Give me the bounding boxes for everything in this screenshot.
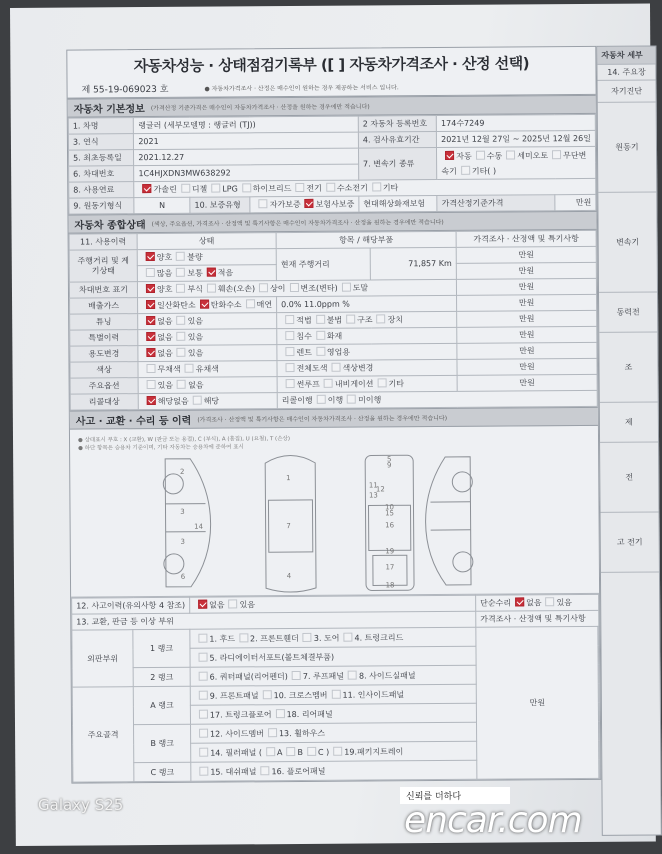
checkbox[interactable]: [199, 709, 208, 718]
checkbox-label: 있음: [187, 316, 204, 326]
car-side-outline: [165, 459, 211, 587]
checkbox-label: 무단변속기: [441, 150, 587, 176]
checkbox[interactable]: [181, 184, 190, 193]
part-number-label: 6: [180, 572, 186, 581]
checkbox[interactable]: [199, 671, 208, 680]
part-number-label: 1: [286, 474, 291, 483]
checkbox-label: 전체도색: [296, 363, 328, 374]
part-number-label: 3: [180, 537, 185, 546]
part-label: C ): [317, 747, 330, 757]
part-label: A: [276, 747, 283, 757]
device-watermark: Galaxy S25: [38, 796, 124, 814]
side-item: 고 전기: [601, 512, 659, 572]
part-number-label: 12: [375, 485, 385, 494]
part-label: 4. 트렁크리드: [354, 632, 404, 643]
table-cell: 주요옵션: [70, 378, 138, 394]
part-number-label: 13: [368, 491, 378, 500]
checkbox[interactable]: [199, 766, 208, 775]
slogan-watermark: 신뢰를 더하다: [400, 787, 510, 804]
checkbox[interactable]: [242, 183, 251, 192]
checkbox-label: 많음: [156, 268, 173, 278]
table-cell: [138, 329, 277, 346]
checkbox[interactable]: [146, 364, 155, 373]
accident-table: 12. 사고이력(유의사항 4 참조) 없음 있음 단순수리 없음 있음 13. 교환, 판금 등 이상 부위 가격조사 · 산정액 및 특기사항 외판부위 1 랭크 1. 후드 2. 프론트휀더 3. 도어 4. 트렁크리드 만원 5. 라디에이터서포트(볼트체결부품) 2 랭크 6. 쿼터패널(리어펜더) 7. 루프패널 8. 사이드실패널 주요골격 A 랭크 9. 프론트패널 10. 크로스멤버 11. 인사이드패널 17. 트렁크플로어 18. 리어패널 B 랭크 12. 사이드멤버 13. 휠하우스 14. 필러패널 ( A B C ) 19.패키지트레이 C 랭크 15. 대쉬패널 16. 플로어패널: [71, 594, 600, 783]
checkbox[interactable]: [331, 689, 340, 698]
checkbox[interactable]: [347, 395, 356, 404]
form-title: 자동차성능 · 상태점검기록부 ([ ] 자동차가격조사 · 산정 선택): [133, 53, 530, 75]
checkbox-label: 있음: [187, 332, 204, 342]
table-cell: [138, 361, 277, 378]
part-label: 14. 필러패널 (: [210, 747, 263, 758]
checkbox-label: 렌트: [296, 347, 312, 358]
table-cell: 차대번호 표기: [69, 282, 137, 298]
checkbox-label: 수동: [486, 151, 503, 161]
table-cell: 만원: [456, 246, 596, 263]
wheel-icon: [453, 552, 473, 572]
checkbox-label: 기타( ): [471, 166, 497, 176]
table-cell: C 랭크: [134, 762, 191, 781]
checkbox[interactable]: [143, 184, 152, 193]
checkbox-label: 일산화탄소: [157, 300, 196, 310]
part-label: 9. 프론트패널: [209, 690, 259, 701]
part-label: 8. 사이드실패널: [358, 670, 416, 681]
checkbox[interactable]: [377, 378, 386, 387]
checkbox[interactable]: [285, 331, 294, 340]
checkbox[interactable]: [146, 348, 155, 357]
checkbox[interactable]: [476, 150, 485, 159]
table-cell: [190, 665, 476, 686]
checkbox-label: 수소전기: [336, 183, 368, 193]
checkbox[interactable]: [211, 184, 220, 193]
checkbox-label: 있음: [239, 600, 256, 610]
checkbox-label: 하이브리드: [252, 184, 292, 194]
inspection-paper: [10, 4, 656, 846]
table-cell: 리콜대상: [70, 394, 138, 410]
table-cell: [138, 377, 277, 394]
checkbox[interactable]: [198, 600, 207, 609]
part-label: 5. 라디에이터서포트(볼트체결부품): [209, 652, 335, 663]
side-item: 변속기: [598, 192, 657, 292]
part-number-label: 7: [286, 522, 291, 531]
checkbox-label: 없음: [188, 380, 204, 390]
part-number-label: 10: [385, 503, 394, 512]
checkbox-label: 썬루프: [296, 379, 320, 390]
table-cell: [137, 265, 276, 282]
basic-info-header: 자동차 기본정보 (가격산정 기준가격은 매수인이 자동차가격조사 · 산정을 원하는 경우에만 적습니다): [68, 95, 596, 118]
checkbox[interactable]: [198, 633, 207, 642]
checkbox[interactable]: [326, 183, 335, 192]
checkbox-label: 도말: [352, 283, 369, 293]
side-item: 자기진단: [598, 80, 656, 102]
part-label: 19.패키지트레이: [344, 746, 404, 757]
checkbox-label: 양호: [156, 284, 173, 294]
checkbox[interactable]: [200, 300, 209, 309]
table-cell: [191, 741, 477, 762]
overall-status-table: 11. 사용이력 상태 항목 / 해당부품 가격조사 · 산정액 및 특기사항 주행거리 및 계기상태 양호 불량 현재 주행거리 71,857 Km 만원 많음 보통 적음 만원 차대번호 표기 양호 부식 훼손(오손) 상이 변조(변타) 도말 만원 배출가스 일산화탄소 탄화수소 매연 0.0% 11.0ppm % 만원 튜닝 없음 있음 적법 불법 구조 장치 만원 특별이력 없음 있음 침수 화재 만원 용도변경 없음 있음 렌트 영업용 만원 색상 무채색 유채색 전체도색 색상변경 만원 주요옵션 있음 없음 썬루프 내비게이션 기타 만원 리콜대상 해당없음 해당 리콜이행 이행 미이행: [69, 230, 598, 411]
table-cell: [137, 249, 276, 266]
checkbox[interactable]: [316, 315, 325, 324]
table-cell: 배출가스: [70, 298, 138, 314]
part-label: 10. 크로스멤버: [273, 690, 328, 700]
checkbox[interactable]: [333, 746, 342, 755]
table-cell: 용도변경: [70, 346, 138, 362]
checkbox[interactable]: [266, 747, 275, 756]
part-label: 16. 플로어패널: [271, 766, 326, 776]
checkbox-label: 내비게이션: [334, 379, 374, 389]
checkbox[interactable]: [176, 252, 185, 261]
checkbox[interactable]: [146, 252, 155, 261]
side-item: 조: [599, 332, 657, 402]
part-number-label: 16: [385, 521, 395, 530]
checkbox-label: LPG: [222, 184, 238, 194]
checkbox-label: 보험사보증: [315, 199, 355, 209]
side-item: 제: [600, 402, 658, 442]
checkbox[interactable]: [146, 316, 155, 325]
checkbox-label: 적법: [296, 315, 312, 326]
brand-watermark: encar.com: [404, 800, 582, 841]
checkbox[interactable]: [445, 150, 454, 159]
table-cell: 만원: [476, 626, 599, 779]
side-item: 전: [600, 442, 658, 512]
checkbox[interactable]: [285, 315, 294, 324]
car-damage-diagram: ● 상태표시 부호 : X (교환), W (판금 또는 용접), C (부식), A (흠집), U (요철), T (손상) ● 하단 항목은 승용차 기준이며, 기타 자동차는 승용차에 준하여 표시 2 3 3 14 6 1 7 4 5 9 11 12 13 10 15 16 19 17 18: [70, 426, 599, 598]
part-number-label: 2: [179, 467, 185, 476]
table-cell: A 랭크: [133, 686, 190, 724]
table-cell: 만원: [457, 342, 597, 359]
table-cell: [190, 722, 476, 743]
table-cell: 만원: [457, 310, 597, 327]
part-number-label: 9: [386, 461, 392, 470]
checkbox[interactable]: [199, 690, 208, 699]
table-cell: 만원: [456, 278, 596, 295]
checkbox[interactable]: [199, 747, 208, 756]
checkbox[interactable]: [515, 597, 524, 606]
table-cell: 만원: [456, 262, 596, 279]
checkbox-label: 가솔린: [153, 184, 177, 195]
checkbox[interactable]: [292, 670, 301, 679]
checkbox[interactable]: [260, 766, 269, 775]
part-label: B: [297, 747, 304, 757]
table-cell: 특별이력: [70, 330, 138, 346]
wheel-icon: [452, 472, 472, 492]
part-number-label: 15: [385, 509, 395, 518]
checkbox-label: 화재: [326, 331, 343, 341]
rank-row: [72, 626, 599, 649]
part-label: 12. 사이드멤버: [210, 728, 264, 739]
checkbox[interactable]: [303, 632, 312, 641]
checkbox[interactable]: [342, 283, 351, 292]
checkbox[interactable]: [316, 331, 325, 340]
checkbox[interactable]: [286, 747, 295, 756]
checkbox[interactable]: [276, 709, 285, 718]
checkbox-label: 기타: [388, 379, 404, 389]
checkbox-label: 매연: [256, 300, 273, 310]
table-cell: 현재 주행거리: [276, 248, 371, 281]
checkbox-label: 장치: [387, 315, 404, 325]
checkbox-label: 세미오토: [517, 150, 549, 160]
table-cell: 외판부위: [72, 630, 134, 687]
checkbox-label: 없음: [209, 600, 225, 610]
checkbox-label: 자동: [456, 151, 472, 161]
table-cell: [277, 375, 457, 392]
checkbox[interactable]: [239, 633, 248, 642]
checkbox[interactable]: [177, 316, 186, 325]
checkbox[interactable]: [229, 599, 238, 608]
checkbox-label: 구조: [357, 315, 373, 325]
part-label: 17. 트렁크플로어: [209, 709, 272, 720]
checkbox[interactable]: [324, 379, 333, 388]
table-cell: [190, 684, 476, 705]
checkbox[interactable]: [198, 652, 207, 661]
checkbox[interactable]: [348, 670, 357, 679]
checkbox-label: 없음: [157, 332, 173, 342]
checkbox[interactable]: [346, 315, 355, 324]
part-number-label: 3: [180, 507, 185, 516]
checkbox-label: 기타: [382, 183, 399, 193]
table-cell: [138, 313, 277, 330]
checkbox[interactable]: [147, 396, 156, 405]
checkbox[interactable]: [176, 284, 185, 293]
inspection-form: [66, 46, 601, 784]
checkbox[interactable]: [146, 332, 155, 341]
table-cell: 71,857 Km: [371, 247, 457, 280]
checkbox[interactable]: [506, 150, 515, 159]
checkbox-label: 부식: [187, 284, 203, 294]
part-label: 15. 대쉬패널: [210, 766, 257, 777]
checkbox[interactable]: [295, 183, 304, 192]
checkbox-label: 전기: [306, 183, 322, 193]
checkbox-label: 훼손(오손): [217, 284, 256, 294]
table-cell: 1 랭크: [133, 629, 190, 667]
table-cell: 주행거리 및 계기상태: [69, 250, 137, 282]
part-label: 11. 인사이드패널: [342, 689, 405, 700]
car-side-outline: [425, 457, 471, 585]
part-label: 13. 휠하우스: [278, 728, 326, 738]
checkbox[interactable]: [546, 597, 555, 606]
checkbox-label: 미이행: [358, 395, 382, 405]
checkbox[interactable]: [176, 268, 185, 277]
checkbox[interactable]: [285, 347, 294, 356]
checkbox[interactable]: [286, 363, 295, 372]
table-cell: [277, 311, 457, 328]
wheel-icon: [163, 474, 183, 494]
checkbox[interactable]: [263, 690, 272, 699]
checkbox[interactable]: [146, 284, 155, 293]
part-label: 6. 쿼터패널(리어펜더): [209, 671, 288, 682]
simple-repair-label: 단순수리: [480, 598, 512, 608]
checkbox-label: 없음: [157, 316, 173, 326]
part-label: 3. 도어: [313, 633, 340, 643]
table-cell: [190, 703, 476, 724]
checkbox-label: 유채색: [195, 364, 219, 374]
checkbox-label: 있음: [187, 348, 204, 358]
overall-status-header: 자동차 종합상태 (색상, 주요옵션, 가격조사 · 산정액 및 특기사항은 매수인이 자동차가격조사 · 산정을 원하는 경우에만 적습니다): [68, 211, 596, 234]
checkbox[interactable]: [331, 363, 340, 372]
checkbox[interactable]: [147, 380, 156, 389]
checkbox-label: 있음: [157, 380, 174, 390]
table-cell: [138, 345, 277, 362]
checkbox[interactable]: [461, 165, 470, 174]
table-cell: 만원: [457, 358, 597, 375]
side-item: 동력전: [599, 292, 657, 332]
part-label: 18. 리어패널: [286, 709, 333, 719]
checkbox-label: 변조(변타): [300, 283, 338, 293]
checkbox[interactable]: [289, 283, 298, 292]
checkbox[interactable]: [193, 396, 202, 405]
checkbox[interactable]: [305, 199, 314, 208]
checkbox-label: 불법: [326, 315, 343, 325]
side-item: 원동기: [598, 102, 657, 192]
checkbox-label: 보통: [187, 268, 203, 278]
table-cell: [190, 627, 476, 648]
service-notice: ● 자동차가격조사 · 산정은 매수인이 원하는 경우 제공하는 서비스 입니다.: [204, 84, 399, 93]
checkbox[interactable]: [259, 283, 268, 292]
table-cell: 튜닝: [70, 314, 138, 330]
checkbox[interactable]: [552, 150, 561, 159]
checkbox-label: 색상변경: [342, 363, 374, 373]
checkbox[interactable]: [207, 284, 216, 293]
part-label: 7. 루프패널: [302, 671, 345, 681]
checkbox[interactable]: [185, 364, 194, 373]
checkbox-label: 상이: [270, 284, 286, 294]
checkbox[interactable]: [146, 268, 155, 277]
part-label: 1. 후드: [209, 633, 236, 644]
checkbox-label: 자가보증: [269, 199, 301, 210]
part-number-label: 11: [368, 481, 378, 490]
part-number-label: 4: [286, 572, 292, 581]
checkbox[interactable]: [286, 379, 295, 388]
part-number-label: 14: [194, 522, 204, 531]
checkbox[interactable]: [199, 728, 208, 737]
table-cell: [277, 390, 597, 408]
checkbox[interactable]: [207, 268, 216, 277]
checkbox-label: 탄화수소: [210, 300, 242, 310]
checkbox[interactable]: [317, 395, 326, 404]
checkbox-label: 무채색: [157, 364, 181, 374]
checkbox-label: 영업용: [326, 347, 351, 357]
checkbox[interactable]: [146, 300, 155, 309]
part-label: 2. 프론트휀더: [249, 633, 299, 643]
table-cell: 만원: [457, 374, 597, 391]
checkbox-label: 불량: [187, 252, 203, 262]
table-cell: 주요골격: [72, 687, 134, 782]
accident-history-header: 사고 · 교환 · 수리 등 이력 (가격조사 · 산정액 및 특기사항은 매수인이 자동차가격조사 · 산정을 원하는 경우에만 적습니다): [70, 407, 598, 430]
table-cell: 색상: [70, 362, 138, 378]
checkbox-label: 디젤: [191, 184, 208, 194]
checkbox[interactable]: [268, 728, 277, 737]
part-number-label: 5: [386, 455, 392, 464]
part-number-label: 19: [385, 547, 395, 556]
checkbox[interactable]: [372, 182, 381, 191]
checkbox-label: 해당없음: [157, 396, 189, 406]
table-cell: [277, 343, 457, 360]
recall-label: 리콜이행: [281, 395, 313, 406]
table-cell: B 랭크: [134, 724, 191, 762]
checkbox-label: 해당: [203, 396, 220, 406]
doc-number: 제 55-19-069023 호: [81, 84, 169, 96]
car-outline-drawings: [70, 426, 601, 598]
side-item: 14. 주요장: [597, 64, 655, 80]
checkbox[interactable]: [246, 299, 255, 308]
checkbox[interactable]: [316, 347, 325, 356]
table-cell: [190, 646, 476, 667]
checkbox-label: 적음: [217, 268, 234, 278]
checkbox[interactable]: [343, 632, 352, 641]
checkbox[interactable]: [377, 314, 386, 323]
table-cell: [191, 760, 477, 781]
table-cell: [277, 359, 457, 376]
checkbox-label: 양호: [156, 252, 173, 262]
table-cell: 만원: [457, 326, 597, 343]
simple-repair-cell: [476, 594, 599, 611]
side-header: 자동차 세부: [597, 46, 655, 64]
table-cell: [138, 297, 277, 314]
checkbox-label: 없음: [526, 598, 542, 608]
table-cell: 만원: [457, 294, 597, 311]
checkbox[interactable]: [177, 332, 186, 341]
checkbox[interactable]: [177, 348, 186, 357]
basic-info-table: 1. 차명 랭글러 (세부모델명 : 랭글러 (TJ)) 2 자동차 등록번호 174수7249 3. 연식 2021 4. 검사유효기간 2021년 12월 27일 ~ 2025년 12월 26일 5. 최초등록일 2021.12.27 7. 변속기 종류 자동 수동 세미오토 무단변속기 기타( ) 6. 차대번호 1C4HJXDN3MW638292 8. 사용연료 가솔린 디젤 LPG 하이브리드 전기 수소전기 기타 9. 원동기형식 N 10. 보증유형 자가보증 보험사보증 현대해상화재보험 가격산정기준가격 만원: [68, 114, 597, 215]
wheel-icon: [164, 554, 184, 574]
checkbox-label: 이행: [327, 395, 344, 405]
checkbox-label: 없음: [157, 348, 173, 358]
checkbox-label: 있음: [556, 598, 573, 608]
table-cell: 2 랭크: [133, 667, 190, 686]
table-cell: [277, 327, 457, 344]
table-cell: 0.0% 11.0ppm %: [277, 295, 457, 312]
checkbox[interactable]: [177, 380, 186, 389]
part-number-label: 17: [385, 563, 395, 572]
checkbox-label: 침수: [296, 331, 312, 342]
checkbox[interactable]: [307, 746, 316, 755]
part-number-label: 18: [385, 581, 395, 590]
detail-status-column: [596, 45, 662, 835]
table-cell: [138, 393, 277, 410]
checkbox[interactable]: [259, 199, 268, 208]
